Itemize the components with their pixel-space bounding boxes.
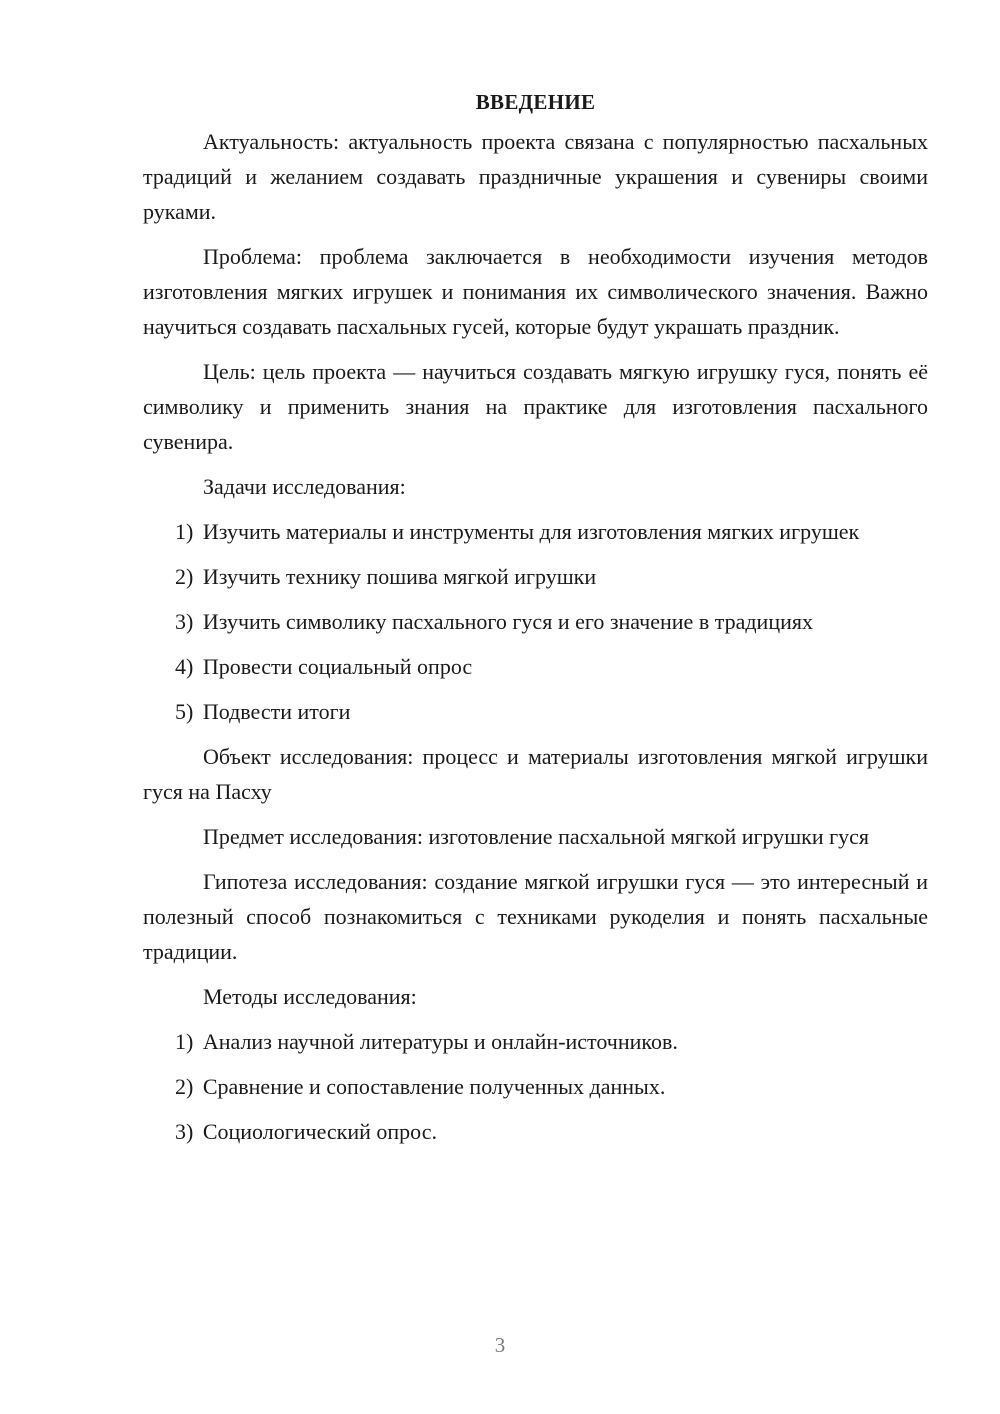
- task-item-5: [143, 694, 928, 729]
- task-item-2: [143, 559, 928, 594]
- tasks-heading: Задачи исследования:: [203, 474, 406, 499]
- method-text: Социологический опрос.: [202, 1119, 437, 1144]
- section-heading: ВВЕДЕНИЕ: [475, 90, 596, 114]
- method-number: 3): [175, 1119, 194, 1144]
- relevance-paragraph: Актуальность: актуальность проекта связана с популярностью пасхальных традиций и желанием создавать праздничные украшения и сувениры своими руками.: [143, 129, 928, 224]
- page-number: 3: [494, 1333, 506, 1357]
- task-text: Изучить символику пасхального гуся и его значение в традициях: [202, 609, 813, 634]
- task-number: 5): [175, 699, 194, 724]
- method-text: Анализ научной литературы и онлайн-источников.: [202, 1029, 678, 1054]
- goal-paragraph: Цель: цель проекта — научиться создавать мягкую игрушку гуся, понять её символику и применить знания на практике для изготовления пасхального сувенира.: [143, 359, 928, 454]
- methods-heading: Методы исследования:: [203, 984, 417, 1009]
- task-number: 4): [175, 654, 194, 679]
- task-item-3: [143, 604, 928, 639]
- method-number: 2): [175, 1074, 194, 1099]
- task-text: Подвести итоги: [202, 699, 351, 724]
- document-page: [143, 90, 928, 1159]
- task-number: 2): [175, 564, 194, 589]
- hypothesis-paragraph: Гипотеза исследования: создание мягкой игрушки гуся — это интересный и полезный способ познакомиться с техниками рукоделия и понять пасхальные традиции.: [143, 869, 928, 964]
- task-text: Провести социальный опрос: [202, 654, 473, 679]
- method-item-1: [143, 1024, 928, 1059]
- task-item-1: [143, 514, 928, 549]
- task-text: Изучить технику пошива мягкой игрушки: [202, 564, 597, 589]
- task-text: Изучить материалы и инструменты для изготовления мягких игрушек: [202, 519, 860, 544]
- method-item-2: [143, 1069, 928, 1104]
- task-item-4: [143, 649, 928, 684]
- method-text: Сравнение и сопоставление полученных данных.: [202, 1074, 666, 1099]
- subject-paragraph: Предмет исследования: изготовление пасхальной мягкой игрушки гуся: [203, 824, 870, 849]
- method-item-3: [143, 1114, 928, 1149]
- method-number: 1): [175, 1029, 194, 1054]
- problem-paragraph: Проблема: проблема заключается в необходимости изучения методов изготовления мягких игрушек и понимания их символического значения. Важно научиться создавать пасхальных гусей, которые будут украшать праздник.: [143, 244, 928, 339]
- object-paragraph: Объект исследования: процесс и материалы изготовления мягкой игрушки гуся на Пасху: [143, 744, 928, 804]
- task-number: 3): [175, 609, 194, 634]
- task-number: 1): [175, 519, 194, 544]
